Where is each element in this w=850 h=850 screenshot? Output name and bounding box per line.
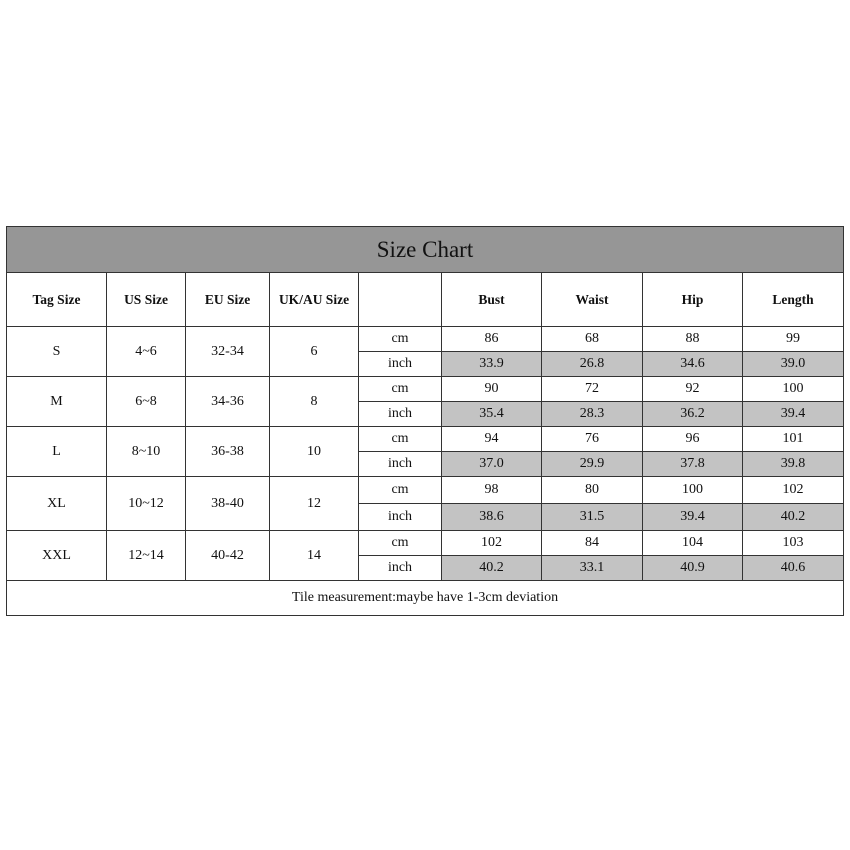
tag-size-cell: L [7, 427, 107, 477]
waist-cm: 68 [542, 327, 643, 352]
length-inch: 40.2 [743, 504, 844, 531]
length-cm: 99 [743, 327, 844, 352]
table-row-xl-cm [7, 477, 844, 504]
length-cm: 103 [743, 531, 844, 556]
unit-cm: cm [359, 531, 442, 556]
bust-cm: 90 [442, 377, 542, 402]
length-cm: 100 [743, 377, 844, 402]
tag-size-cell: M [7, 377, 107, 427]
chart-title: Size Chart [7, 227, 844, 273]
header-hip: Hip [643, 273, 743, 327]
hip-inch: 37.8 [643, 452, 743, 477]
size-chart-table [6, 226, 844, 616]
eu-size-cell: 38-40 [186, 477, 270, 531]
table-row-xxl-cm [7, 531, 844, 556]
us-size-cell: 10~12 [107, 477, 186, 531]
bust-inch: 37.0 [442, 452, 542, 477]
waist-inch: 31.5 [542, 504, 643, 531]
unit-cm: cm [359, 427, 442, 452]
hip-inch: 36.2 [643, 402, 743, 427]
length-inch: 39.4 [743, 402, 844, 427]
hip-inch: 40.9 [643, 556, 743, 581]
hip-cm: 88 [643, 327, 743, 352]
ukau-size-cell: 6 [270, 327, 359, 377]
length-inch: 39.0 [743, 352, 844, 377]
header-length: Length [743, 273, 844, 327]
length-inch: 39.8 [743, 452, 844, 477]
length-cm: 102 [743, 477, 844, 504]
header-waist: Waist [542, 273, 643, 327]
unit-inch: inch [359, 452, 442, 477]
ukau-size-cell: 12 [270, 477, 359, 531]
bust-cm: 98 [442, 477, 542, 504]
bust-cm: 86 [442, 327, 542, 352]
header-row [7, 273, 844, 327]
unit-inch: inch [359, 402, 442, 427]
tag-size-cell: S [7, 327, 107, 377]
hip-cm: 92 [643, 377, 743, 402]
bust-inch: 35.4 [442, 402, 542, 427]
length-cm: 101 [743, 427, 844, 452]
header-bust: Bust [442, 273, 542, 327]
header-eu-size: EU Size [186, 273, 270, 327]
hip-inch: 39.4 [643, 504, 743, 531]
waist-inch: 26.8 [542, 352, 643, 377]
waist-inch: 29.9 [542, 452, 643, 477]
unit-inch: inch [359, 556, 442, 581]
bust-inch: 33.9 [442, 352, 542, 377]
us-size-cell: 12~14 [107, 531, 186, 581]
us-size-cell: 8~10 [107, 427, 186, 477]
table-row-l-cm [7, 427, 844, 452]
bust-cm: 94 [442, 427, 542, 452]
hip-cm: 100 [643, 477, 743, 504]
ukau-size-cell: 8 [270, 377, 359, 427]
waist-cm: 76 [542, 427, 643, 452]
bust-inch: 40.2 [442, 556, 542, 581]
eu-size-cell: 36-38 [186, 427, 270, 477]
unit-inch: inch [359, 352, 442, 377]
unit-cm: cm [359, 477, 442, 504]
eu-size-cell: 32-34 [186, 327, 270, 377]
table-row-s-cm [7, 327, 844, 352]
waist-inch: 33.1 [542, 556, 643, 581]
unit-inch: inch [359, 504, 442, 531]
hip-cm: 104 [643, 531, 743, 556]
eu-size-cell: 40-42 [186, 531, 270, 581]
us-size-cell: 4~6 [107, 327, 186, 377]
header-tag-size: Tag Size [7, 273, 107, 327]
waist-cm: 72 [542, 377, 643, 402]
unit-cm: cm [359, 327, 442, 352]
ukau-size-cell: 14 [270, 531, 359, 581]
length-inch: 40.6 [743, 556, 844, 581]
us-size-cell: 6~8 [107, 377, 186, 427]
bust-cm: 102 [442, 531, 542, 556]
waist-cm: 84 [542, 531, 643, 556]
unit-cm: cm [359, 377, 442, 402]
tag-size-cell: XXL [7, 531, 107, 581]
waist-inch: 28.3 [542, 402, 643, 427]
header-ukau-size: UK/AU Size [270, 273, 359, 327]
table-row-m-cm [7, 377, 844, 402]
ukau-size-cell: 10 [270, 427, 359, 477]
eu-size-cell: 34-36 [186, 377, 270, 427]
header-us-size: US Size [107, 273, 186, 327]
header-unit [359, 273, 442, 327]
bust-inch: 38.6 [442, 504, 542, 531]
hip-cm: 96 [643, 427, 743, 452]
footnote: Tile measurement:maybe have 1-3cm deviation [7, 581, 844, 616]
waist-cm: 80 [542, 477, 643, 504]
tag-size-cell: XL [7, 477, 107, 531]
hip-inch: 34.6 [643, 352, 743, 377]
